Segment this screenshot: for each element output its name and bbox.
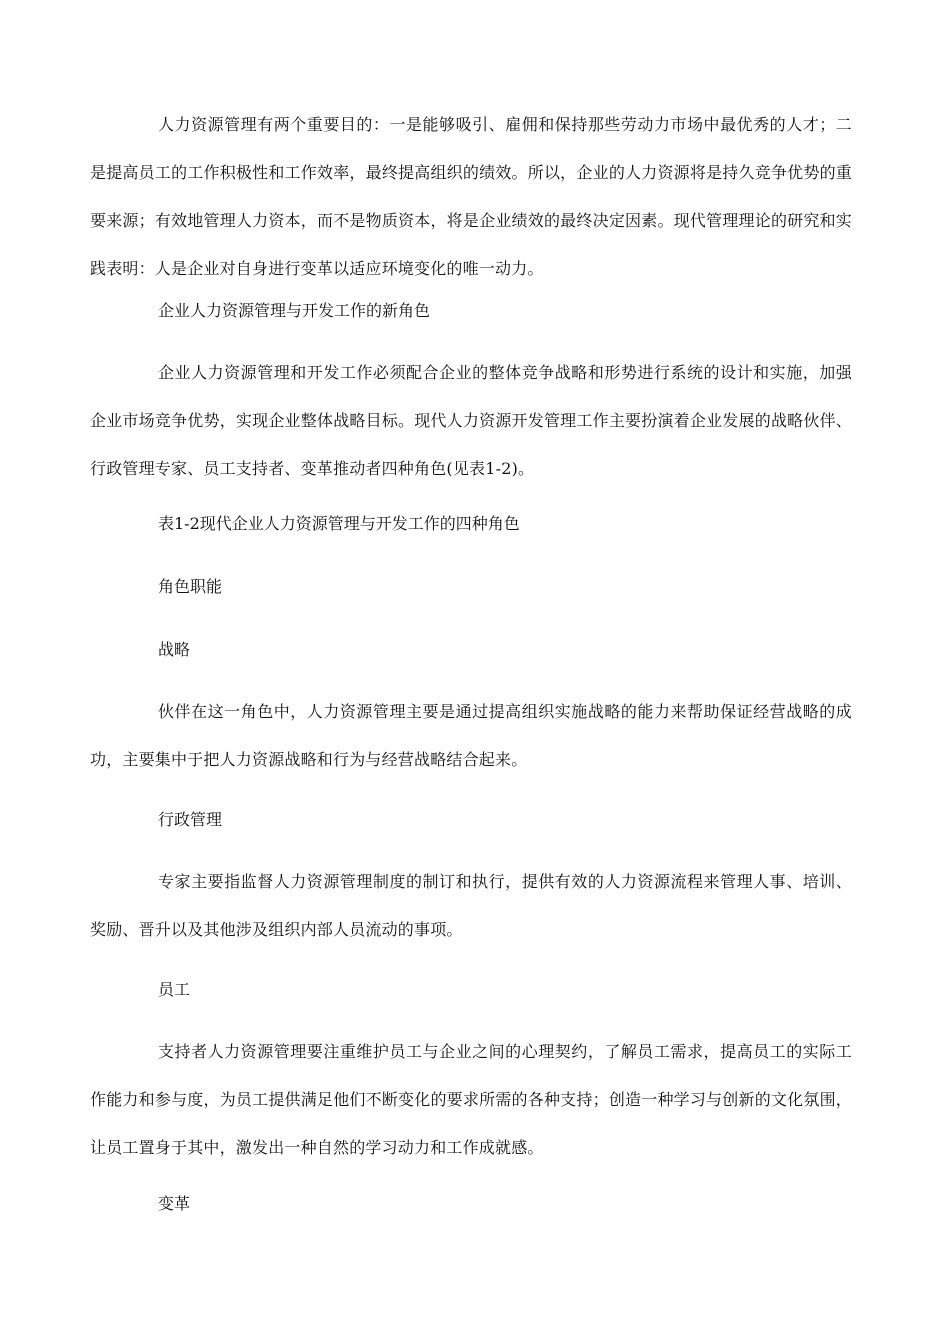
table-caption: 表1-2现代企业人力资源管理与开发工作的四种角色 [158,514,520,533]
paragraph-hr-goals: 人力资源管理有两个重要目的：一是能够吸引、雇佣和保持那些劳动力市场中最优秀的人才；二是提高员工的工作积极性和工作效率，最终提高组织的绩效。所以，企业的人力资源将是持久竞争优势的重要来源；有效地管理人力资本，而不是物质资本，将是企业绩效的最终决定因素。现代管理理论的研究和实践表明：人是企业对自身进行变革以适应环境变化的唯一动力。 [90,115,852,278]
role-label-employee: 员工 [158,980,191,999]
table-header-role-function: 角色职能 [158,577,223,596]
role-label-change: 变革 [158,1194,191,1213]
paragraph-strategic-partner: 伙伴在这一角色中，人力资源管理主要是通过提高组织实施战略的能力来帮助保证经营战略的成功，主要集中于把人力资源战略和行为与经营战略结合起来。 [90,702,852,769]
paragraph-admin-expert: 专家主要指监督人力资源管理制度的制订和执行，提供有效的人力资源流程来管理人事、培训、奖励、晋升以及其他涉及组织内部人员流动的事项。 [90,872,852,939]
role-label-strategy: 战略 [158,640,191,659]
role-label-admin: 行政管理 [158,810,223,829]
section-heading-new-roles: 企业人力资源管理与开发工作的新角色 [158,301,431,320]
paragraph-roles-intro: 企业人力资源管理和开发工作必须配合企业的整体竞争战略和形势进行系统的设计和实施，加强企业市场竞争优势，实现企业整体战略目标。现代人力资源开发管理工作主要扮演着企业发展的战略伙伴、行政管理专家、员工支持者、变革推动者四种角色(见表1-2)。 [90,363,852,478]
paragraph-employee-supporter: 支持者人力资源管理要注重维护员工与企业之间的心理契约，了解员工需求，提高员工的实际工作能力和参与度，为员工提供满足他们不断变化的要求所需的各种支持；创造一种学习与创新的文化氛围，让员工置身于其中，激发出一种自然的学习动力和工作成就感。 [90,1042,852,1157]
